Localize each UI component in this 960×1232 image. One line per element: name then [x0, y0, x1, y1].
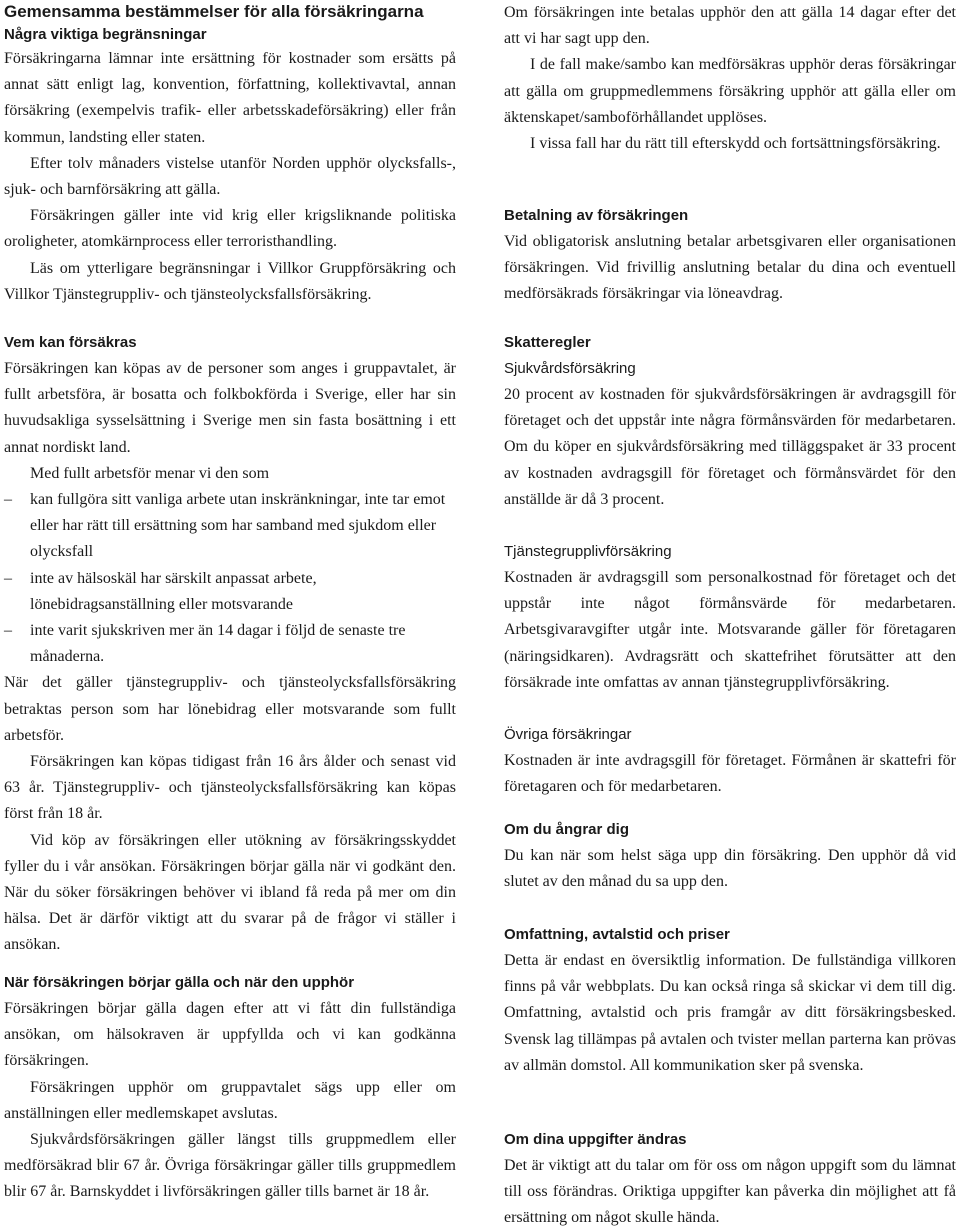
paragraph: Vid köp av försäkringen eller utökning av försäkringsskyddet fyller du i vår ansökan. Försäkringen börjar gälla när vi godkänt den. När du söker försäkringen behöver vi ibland få reda på mer om din hälsa. Det är därför viktigt att du svarar på de frågor vi ställer i ansökan.: [4, 831, 456, 954]
paragraph: Kostnaden är inte avdragsgill för företaget. Förmånen är skattefri för företagaren och för medarbetaren.: [504, 752, 956, 796]
section-scope-terms-prices: [504, 922, 956, 1079]
heading-scope-terms-prices: Omfattning, avtalstid och priser: [504, 926, 730, 943]
heading-limitations: Några viktiga begränsningar: [4, 26, 207, 43]
section-termination-cont: [504, 0, 956, 157]
subheading-health-insurance: Sjukvårdsförsäkring: [504, 360, 636, 377]
paragraph: Vid obligatorisk anslutning betalar arbetsgivaren eller organisationen försäkringen. Vid frivillig anslutning betalar du dina och eventuell medförsäkrads försäkringar via löneavdrag.: [504, 233, 956, 303]
paragraph: Försäkringen kan köpas av de personer som anges i gruppavtalet, är fullt arbetsföra, är bosatta och folkbokförda i Sverige, eller har sin huvudsakliga sysselsättning i Sverige men sin fasta bosättning i ett annat nordiskt land.: [4, 360, 456, 456]
heading-regret: Om du ångrar dig: [504, 821, 630, 838]
section-regret: [504, 817, 956, 895]
paragraph: 20 procent av kostnaden för sjukvårdsförsäkringen är avdragsgill för företaget och det uppstår inte några förmånsvärden för medarbetaren. Om du köper en sjukvårdsförsäkring med tilläggspaket är 33 procent av kostnaden avdragsgill för företaget och förmånsvärdet för den anställde är då 3 procent.: [504, 386, 956, 508]
paragraph: Om försäkringen inte betalas upphör den att gälla 14 dagar efter det att vi har sagt upp den.: [504, 4, 956, 48]
paragraph: Försäkringen gäller inte vid krig eller krigsliknande politiska oroligheter, atomkärnprocess eller terroristhandling.: [4, 207, 456, 251]
heading-start-and-end: När försäkringen börjar gälla och när den upphör: [4, 974, 355, 991]
requirement-list: [4, 487, 456, 670]
paragraph: Försäkringarna lämnar inte ersättning för kostnader som ersätts på annat sätt enligt lag, konvention, författning, kollektivavtal, annan försäkring (exempelvis trafik- eller arbetsskadeförsäkring) eller från kommun, landsting eller staten.: [4, 50, 456, 146]
list-item: – kan fullgöra sitt vanliga arbete utan inskränkningar, inte tar emot eller har rätt till ersättning som har samband med sjukdom eller olycksfall: [4, 487, 456, 566]
paragraph: När det gäller tjänstegruppliv- och tjänsteolycksfallsförsäkring betraktas person som har lönebidrag eller motsvarande som fullt arbetsför.: [4, 674, 456, 744]
dash-marker: –: [4, 569, 12, 587]
paragraph: Efter tolv månaders vistelse utanför Norden upphör olycksfalls-, sjuk- och barnförsäkring att gälla.: [4, 154, 456, 199]
section-start-and-end: [4, 970, 456, 1206]
list-item: – inte varit sjukskriven mer än 14 dagar i följd de senaste tre månaderna.: [4, 618, 456, 670]
paragraph: Med fullt arbetsför menar vi den som: [30, 464, 270, 482]
paragraph: Du kan när som helst säga upp din försäkring. Den upphör då vid slutet av den månad du sa upp den.: [504, 847, 956, 891]
section-tax-rules: [504, 330, 956, 800]
paragraph: Försäkringen kan köpas tidigast från 16 års ålder och senast vid 63 år. Tjänstegruppliv- och tjänsteolycksfallsförsäkring kan köpas först från 18 år.: [4, 753, 456, 823]
paragraph: Det är viktigt att du talar om för oss om någon uppgift som du lämnat till oss förändras. Oriktiga uppgifter kan påverka din möjlighet att få ersättning om något skulle hända.: [504, 1157, 956, 1227]
paragraph: Kostnaden är avdragsgill som personalkostnad för företaget och det uppstår inte något förmånsvärde för medarbetaren. Arbetsgivaravgifter utgår inte. Motsvarande gäller för företagaren (näringsidkaren). Avdragsrätt och skattefrihet förutsätter att den försäkrade inte omfattas av annan tjänstegrupplivförsäkring.: [504, 569, 956, 691]
section-changed-details: [504, 1127, 956, 1232]
dash-marker: –: [4, 622, 12, 640]
heading-payment: Betalning av försäkringen: [504, 207, 689, 224]
heading-tax-rules: Skatteregler: [504, 334, 591, 351]
paragraph: Försäkringen upphör om gruppavtalet sägs upp eller om anställningen eller medlemskapet avslutas.: [4, 1078, 456, 1122]
paragraph: Försäkringen börjar gälla dagen efter att vi fått din fullständiga ansökan, om hälsokraven är uppfyllda och vi kan godkänna försäkringen.: [4, 1000, 456, 1070]
section-payment: [504, 203, 956, 308]
section-who-can-be-insured: [4, 330, 456, 959]
paragraph: Läs om ytterligare begränsningar i Villkor Gruppförsäkring och Villkor Tjänstegruppliv- och tjänsteolycksfallsförsäkring.: [4, 259, 456, 303]
subheading-other-insurance: Övriga försäkringar: [504, 726, 632, 744]
section-limitations: [4, 0, 456, 308]
paragraph: Sjukvårdsförsäkringen gäller längst tills gruppmedlem eller medförsäkrad blir 67 år. Övriga försäkringar gäller tills gruppmedlem blir 67 år. Barnskyddet i livförsäkringen gäller tills barnet är 18 år.: [4, 1131, 456, 1201]
paragraph: I vissa fall har du rätt till efterskydd och fortsättningsförsäkring.: [530, 135, 941, 153]
heading-who-can-be-insured: Vem kan försäkras: [4, 334, 137, 351]
document-title: Gemensamma bestämmelser för alla försäkringarna: [4, 2, 424, 21]
list-item: – inte av hälsoskäl har särskilt anpassat arbete, lönebidragsanställning eller motsvarande: [4, 566, 456, 618]
paragraph: Detta är endast en översiktlig information. De fullständiga villkoren finns på vår webbplats. Du kan också ringa så skickar vi dem till dig. Omfattning, avtalstid och pris framgår av ditt försäkringsbesked. Svensk lag tillämpas på avtalen och tvister mellan parterna kan prövas av allmän domstol. All kommunikation sker på svenska.: [504, 952, 956, 1074]
heading-changed-details: Om dina uppgifter ändras: [504, 1131, 687, 1148]
dash-marker: –: [4, 491, 12, 509]
paragraph: I de fall make/sambo kan medförsäkras upphör deras försäkringar att gälla om gruppmedlemmens försäkring upphör att gälla eller om äktenskapet/samboförhållandet upplöses.: [504, 56, 956, 126]
subheading-group-life: Tjänstegrupplivförsäkring: [504, 543, 672, 561]
